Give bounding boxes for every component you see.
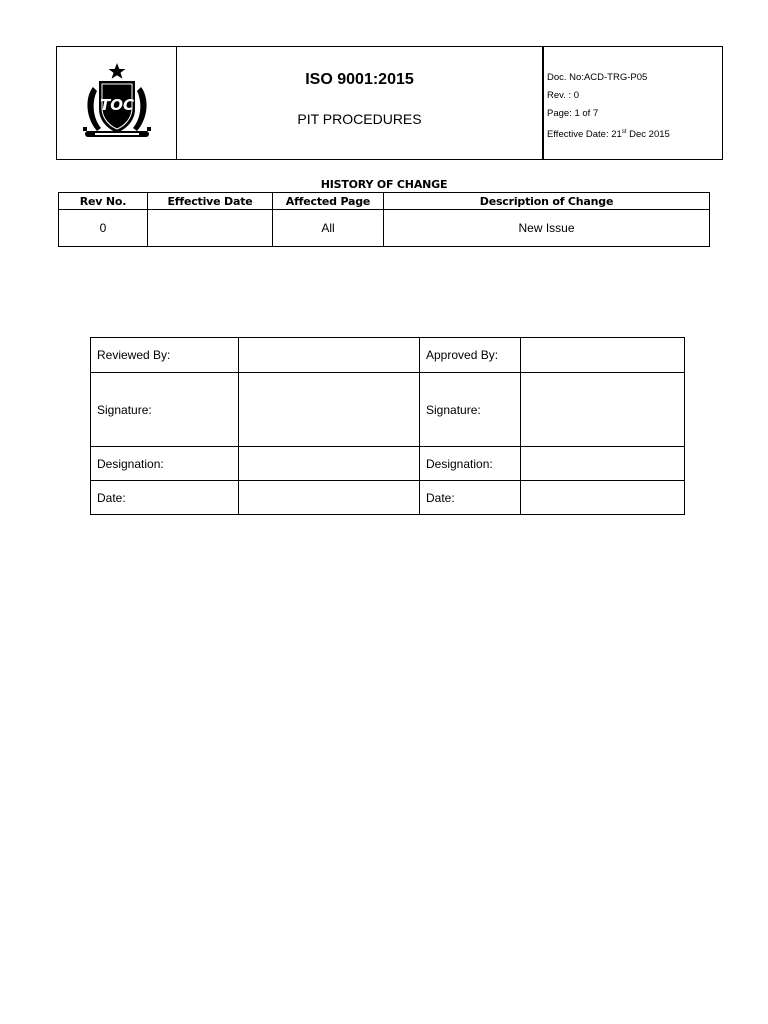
- approver-designation-label: Designation:: [420, 447, 521, 481]
- cell-affected-page: All: [273, 210, 384, 247]
- reviewer-designation-label: Designation:: [91, 447, 239, 481]
- page-number: Page: 1 of 7: [547, 108, 599, 119]
- cell-effective-date: [148, 210, 273, 247]
- approved-by-label: Approved By:: [420, 338, 521, 373]
- reviewer-date-field[interactable]: [239, 481, 420, 515]
- logo-text: TOC: [99, 96, 134, 114]
- table-row: [91, 481, 685, 515]
- table-row: [91, 338, 685, 373]
- col-affected-page: Affected Page: [273, 193, 384, 210]
- effective-date-suffix: Dec 2015: [626, 129, 670, 140]
- approver-signature-label: Signature:: [420, 373, 521, 447]
- title-cell: [177, 47, 542, 159]
- approver-date-field[interactable]: [521, 481, 685, 515]
- approver-date-label: Date:: [420, 481, 521, 515]
- logo-cell: [57, 47, 177, 159]
- table-row: [91, 447, 685, 481]
- effective-date: [547, 123, 722, 144]
- document-meta: [542, 47, 722, 159]
- reviewed-by-label: Reviewed By:: [91, 338, 239, 373]
- approved-by-field[interactable]: [521, 338, 685, 373]
- cell-description: New Issue: [384, 210, 710, 247]
- company-logo: [79, 61, 155, 145]
- revision: Rev. : 0: [547, 90, 580, 101]
- approval-table: [90, 337, 685, 515]
- reviewer-signature-label: Signature:: [91, 373, 239, 447]
- reviewer-date-label: Date:: [91, 481, 239, 515]
- approver-signature-field[interactable]: [521, 373, 685, 447]
- effective-date-sup: st: [621, 129, 627, 135]
- history-table: [58, 192, 710, 247]
- reviewed-by-field[interactable]: [239, 338, 420, 373]
- history-title: HISTORY OF CHANGE: [320, 178, 448, 191]
- reviewer-signature-field[interactable]: [239, 373, 420, 447]
- doc-number: Doc. No:ACD-TRG-P05: [547, 72, 648, 83]
- col-description: Description of Change: [384, 193, 710, 210]
- effective-date-prefix: Effective Date: 21: [547, 129, 622, 140]
- reviewer-designation-field[interactable]: [239, 447, 420, 481]
- col-effective-date: Effective Date: [148, 193, 273, 210]
- cell-rev-no: 0: [59, 210, 148, 247]
- document-title: ISO 9001:2015: [305, 71, 414, 88]
- history-header-row: [59, 193, 710, 210]
- approver-designation-field[interactable]: [521, 447, 685, 481]
- document-subtitle: PIT PROCEDURES: [297, 111, 422, 127]
- table-row: [91, 373, 685, 447]
- table-row: [59, 210, 710, 247]
- col-rev-no: Rev No.: [59, 193, 148, 210]
- document-header: [56, 46, 723, 160]
